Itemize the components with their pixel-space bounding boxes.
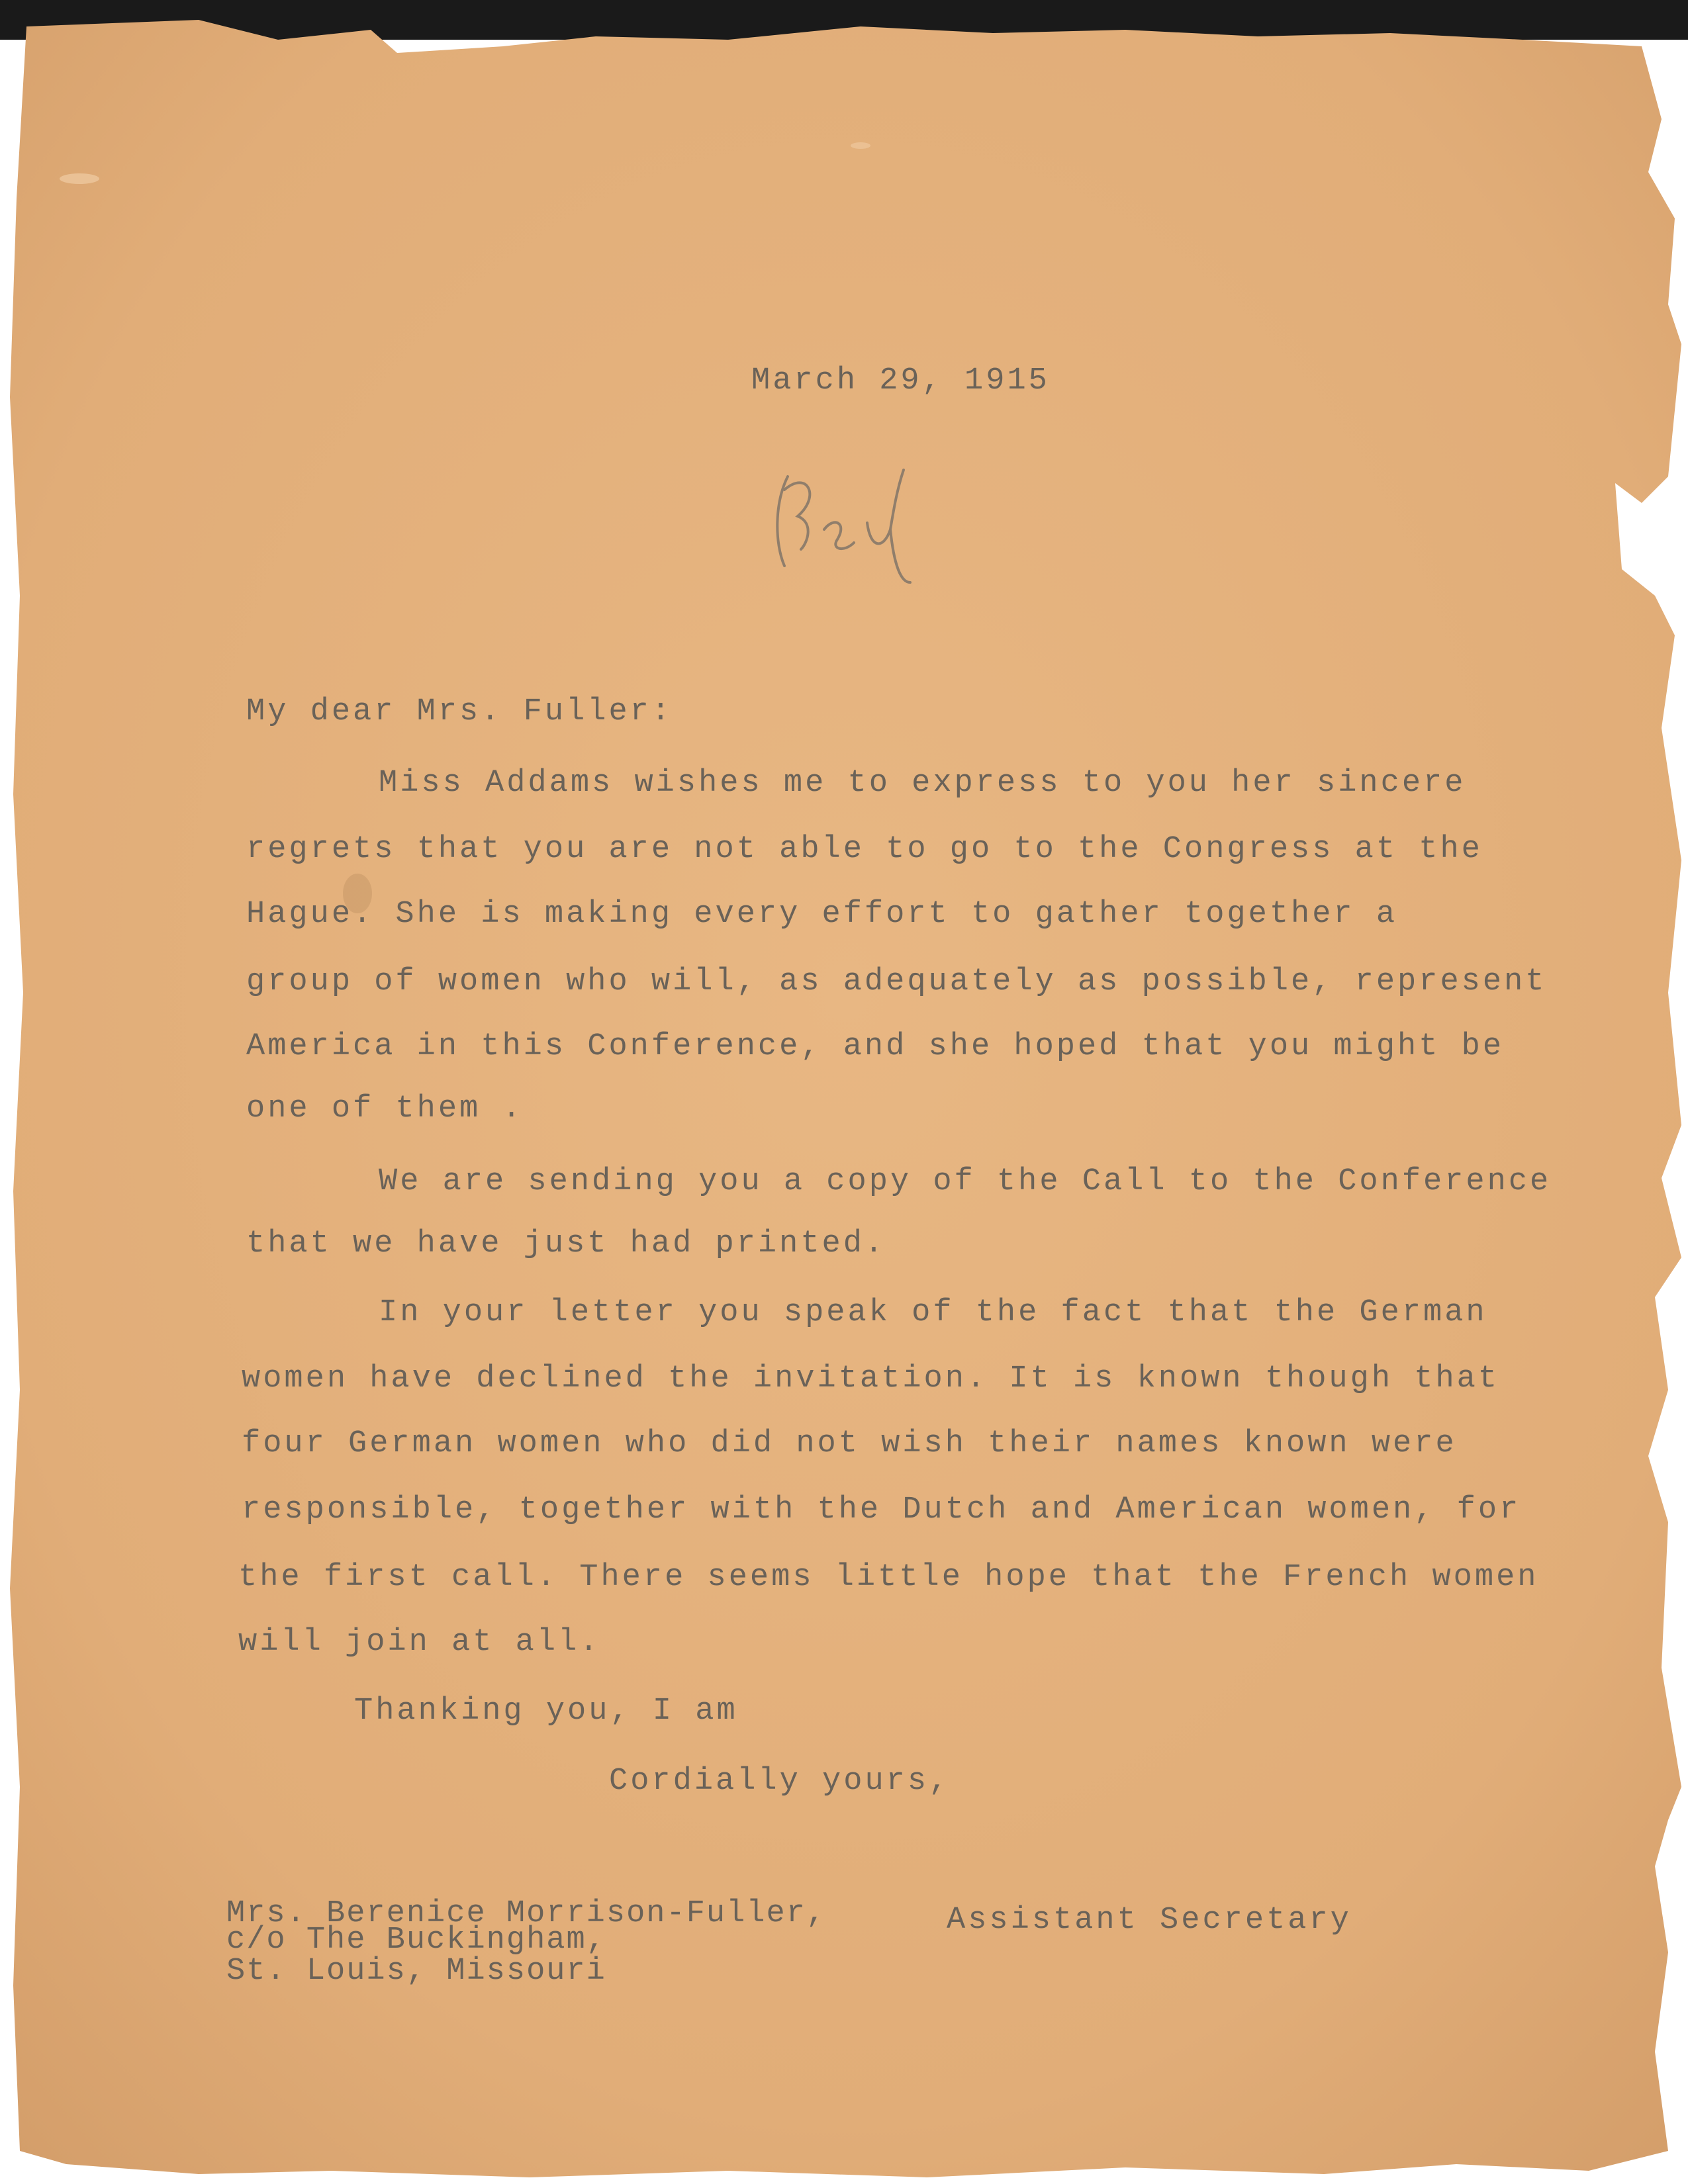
complimentary-close: Cordially yours,	[609, 1764, 951, 1799]
salutation: My dear Mrs. Fuller:	[246, 694, 673, 729]
recipient-care-of: c/o The Buckingham,	[226, 1923, 606, 1958]
paragraph-3-line-1: In your letter you speak of the fact that the German	[379, 1295, 1487, 1330]
letter-date: March 29, 1915	[751, 363, 1050, 398]
closing-line: Thanking you, I am	[354, 1694, 738, 1729]
paragraph-1-line-3: Hague. She is making every effort to gather together a	[246, 897, 1398, 932]
recipient-city: St. Louis, Missouri	[226, 1954, 606, 1989]
paragraph-3-line-4: responsible, together with the Dutch and American women, for	[242, 1492, 1521, 1527]
paragraph-1-line-1: Miss Addams wishes me to express to you her sincere	[379, 766, 1466, 801]
recipient-name: Mrs. Berenice Morrison-Fuller,	[226, 1896, 827, 1931]
paragraph-3-line-2: women have declined the invitation. It is known though that	[242, 1361, 1500, 1396]
paragraph-1-line-2: regrets that you are not able to go to the Congress at the	[246, 832, 1483, 867]
signer-title: Assistant Secretary	[947, 1903, 1352, 1938]
paragraph-1-line-5: America in this Conference, and she hoped that you might be	[246, 1029, 1505, 1064]
pencil-annotation	[761, 450, 933, 596]
paragraph-3-line-5: the first call. There seems little hope that the French women	[238, 1560, 1539, 1595]
paragraph-2-line-2: that we have just had printed.	[246, 1226, 886, 1261]
paragraph-3-line-3: four German women who did not wish their names known were	[242, 1426, 1457, 1461]
paragraph-2-line-1: We are sending you a copy of the Call to the Conference	[379, 1164, 1552, 1199]
paragraph-1-line-6: one of them .	[246, 1091, 524, 1126]
paragraph-3-line-6: will join at all.	[238, 1625, 601, 1660]
paragraph-1-line-4: group of women who will, as adequately as possible, represent	[246, 964, 1547, 999]
